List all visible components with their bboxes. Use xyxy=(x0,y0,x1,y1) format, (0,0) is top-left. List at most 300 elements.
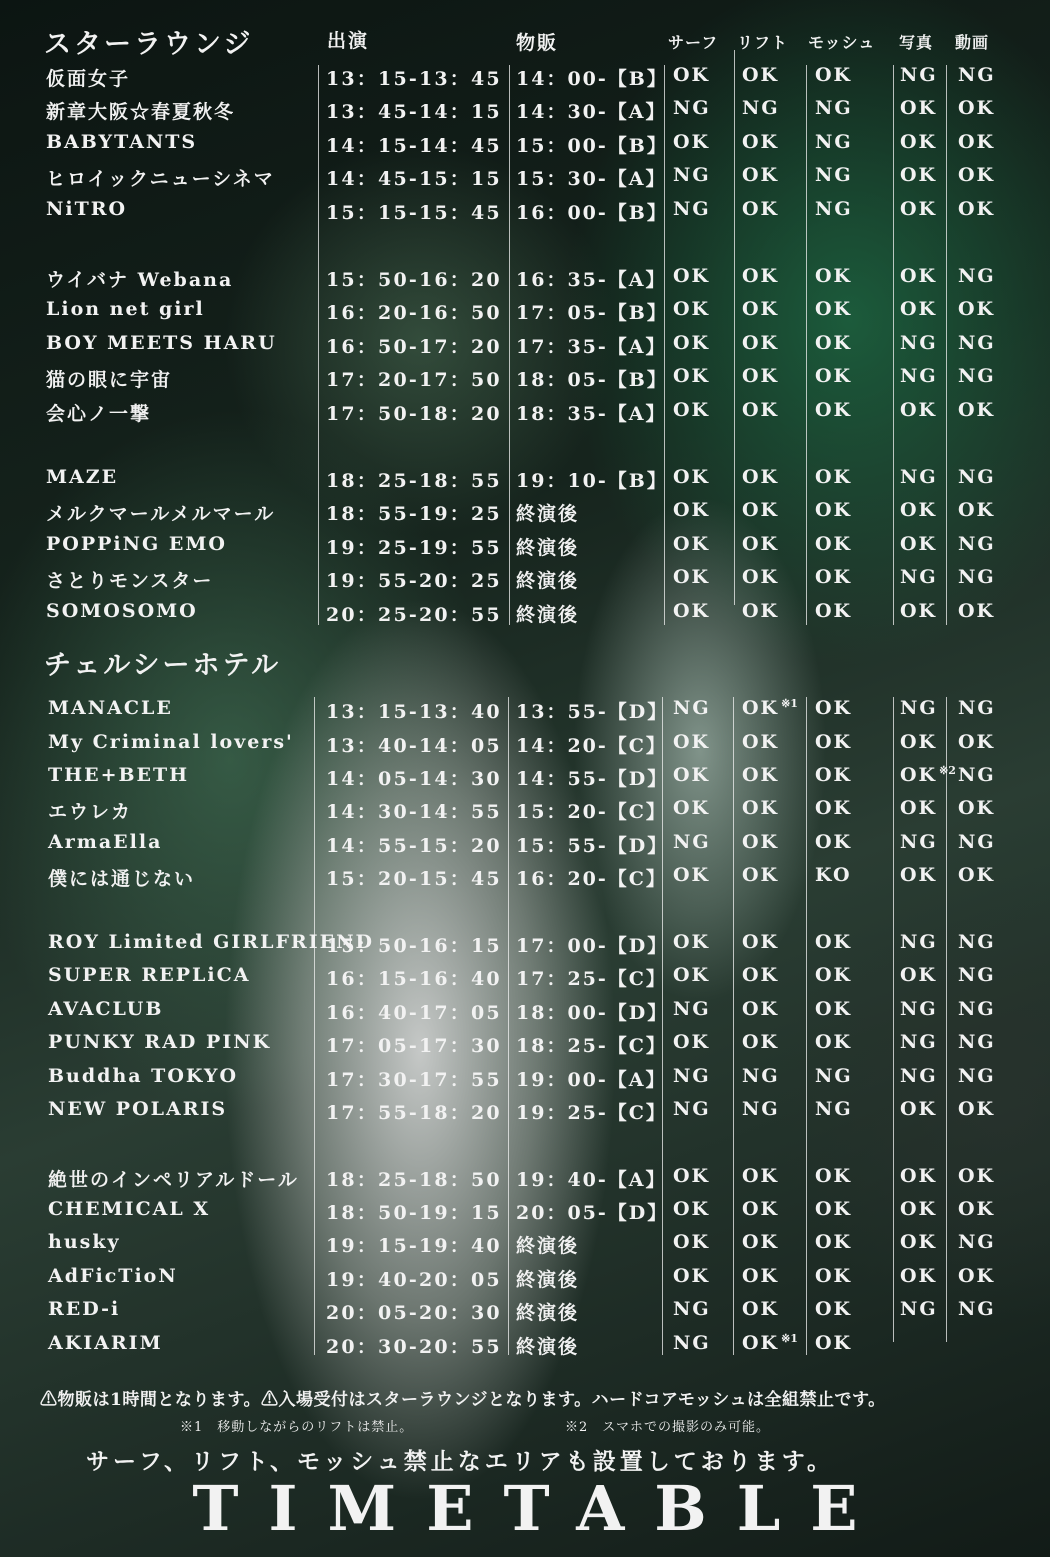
video-status: NG xyxy=(958,1031,996,1053)
video-status: NG xyxy=(958,365,996,387)
photo-status: OK xyxy=(900,198,938,220)
mosh-status: OK xyxy=(815,797,853,819)
surf-status: NG xyxy=(673,97,711,119)
artist-name: POPPiNG EMO xyxy=(46,533,227,555)
photo-status: OK xyxy=(900,1231,938,1253)
timetable-title: TIMETABLE xyxy=(192,1472,888,1545)
photo-status: OK xyxy=(900,533,938,555)
table-row xyxy=(0,198,1050,228)
mosh-status: OK xyxy=(815,1231,853,1253)
video-status: OK xyxy=(958,1198,996,1220)
lift-status: OK xyxy=(742,265,780,287)
table-row xyxy=(0,566,1050,596)
performance-time: 16：50-17：20 xyxy=(326,336,502,358)
surf-status: NG xyxy=(673,198,711,220)
photo-status: NG xyxy=(900,831,938,853)
lift-status: OK xyxy=(742,164,780,186)
video-status: NG xyxy=(958,265,996,287)
performance-time: 19：40-20：05 xyxy=(326,1269,502,1291)
mosh-status: OK xyxy=(815,1031,853,1053)
photo-status: NG xyxy=(900,566,938,588)
mosh-status: OK xyxy=(815,764,853,786)
lift-status: OK xyxy=(742,1198,780,1220)
footnote-2: ※2 スマホでの撮影のみ可能。 xyxy=(565,1420,771,1435)
mosh-status: OK xyxy=(815,365,853,387)
merch-time: 終演後 xyxy=(516,604,580,626)
artist-name: RED-i xyxy=(48,1298,121,1320)
table-row xyxy=(0,64,1050,94)
photo-status: NG xyxy=(900,1298,938,1320)
table-row xyxy=(0,399,1050,429)
performance-time: 17：20-17：50 xyxy=(326,369,502,391)
video-status: NG xyxy=(958,931,996,953)
surf-status: OK xyxy=(673,64,711,86)
surf-status: NG xyxy=(673,697,711,719)
photo-status: OK xyxy=(900,797,938,819)
video-status: NG xyxy=(958,1065,996,1087)
performance-time: 14：45-15：15 xyxy=(326,168,502,190)
surf-status: NG xyxy=(673,998,711,1020)
video-status: OK xyxy=(958,499,996,521)
lift-status: OK xyxy=(742,1298,780,1320)
mosh-status: OK xyxy=(815,931,853,953)
surf-status: NG xyxy=(673,1065,711,1087)
artist-name: AVACLUB xyxy=(48,998,164,1020)
mosh-status: OK xyxy=(815,1198,853,1220)
mosh-status: OK xyxy=(815,1265,853,1287)
surf-status: OK xyxy=(673,1198,711,1220)
surf-status: NG xyxy=(673,1298,711,1320)
table-row xyxy=(0,265,1050,295)
lift-status: OK xyxy=(742,864,780,886)
footnote-1: ※1 移動しながらのリフトは禁止。 xyxy=(180,1420,414,1435)
mosh-status: OK xyxy=(815,1332,853,1354)
table-row xyxy=(0,1098,1050,1128)
photo-status: NG xyxy=(900,697,938,719)
video-status: OK xyxy=(958,131,996,153)
table-row xyxy=(0,1332,1050,1362)
video-status: NG xyxy=(958,998,996,1020)
artist-name: My Criminal lovers' xyxy=(48,731,294,753)
video-status: NG xyxy=(958,466,996,488)
photo-status: NG xyxy=(900,931,938,953)
lift-status: OK xyxy=(742,533,780,555)
performance-time: 20：05-20：30 xyxy=(326,1302,502,1324)
photo-status: OK xyxy=(900,964,938,986)
video-status: OK xyxy=(958,797,996,819)
lift-status: OK xyxy=(742,1265,780,1287)
lift-status: NG xyxy=(742,1065,780,1087)
lift-status: OK xyxy=(742,64,780,86)
merch-time: 18：25-【C】 xyxy=(516,1035,667,1057)
lift-status: OK xyxy=(742,131,780,153)
merch-time: 終演後 xyxy=(516,1302,580,1324)
table-row xyxy=(0,164,1050,194)
video-status: NG xyxy=(958,1298,996,1320)
mosh-status: OK xyxy=(815,831,853,853)
column-header-mosh: モッシュ xyxy=(808,33,876,52)
surf-status: OK xyxy=(673,499,711,521)
mosh-status: OK xyxy=(815,964,853,986)
performance-time: 18：25-18：50 xyxy=(326,1169,502,1191)
performance-time: 13：40-14：05 xyxy=(326,735,502,757)
artist-name: エウレカ xyxy=(48,801,133,823)
merch-time: 18：00-【D】 xyxy=(516,1002,669,1024)
performance-time: 14：30-14：55 xyxy=(326,801,502,823)
photo-status: OK $^{※2}$ xyxy=(900,764,956,786)
merch-time: 19：40-【A】 xyxy=(516,1169,667,1191)
photo-status: OK xyxy=(900,600,938,622)
artist-name: AdFicTioN xyxy=(48,1265,178,1287)
mosh-status: NG xyxy=(815,131,853,153)
merch-time: 16：35-【A】 xyxy=(516,269,667,291)
lift-status: OK xyxy=(742,797,780,819)
artist-name: MANACLE xyxy=(48,697,173,719)
lift-footnote-mark: ※1 xyxy=(781,1332,798,1345)
lift-status: OK xyxy=(742,1031,780,1053)
merch-time: 14：30-【A】 xyxy=(516,101,667,123)
surf-status: OK xyxy=(673,399,711,421)
performance-time: 17：55-18：20 xyxy=(326,1102,502,1124)
table-row xyxy=(0,332,1050,362)
stage-title-chelsea-hotel: チェルシーホテル xyxy=(44,650,282,681)
photo-status: OK xyxy=(900,1098,938,1120)
surf-status: OK xyxy=(673,600,711,622)
performance-time: 16：40-17：05 xyxy=(326,1002,502,1024)
artist-name: メルクマールメルマール xyxy=(46,503,276,525)
performance-time: 17：05-17：30 xyxy=(326,1035,502,1057)
video-status: OK xyxy=(958,1265,996,1287)
performance-time: 16：20-16：50 xyxy=(326,302,502,324)
surf-status: NG xyxy=(673,1332,711,1354)
artist-name: ArmaElla xyxy=(48,831,163,853)
video-status: OK xyxy=(958,864,996,886)
table-row xyxy=(0,600,1050,630)
artist-name: さとりモンスター xyxy=(46,570,214,592)
merch-time: 14：20-【C】 xyxy=(516,735,667,757)
column-header-lift: リフト xyxy=(737,33,789,52)
performance-time: 17：50-18：20 xyxy=(326,403,502,425)
photo-status: OK xyxy=(900,499,938,521)
merch-time: 終演後 xyxy=(516,1336,580,1358)
merch-time: 19：00-【A】 xyxy=(516,1069,667,1091)
mosh-status: OK xyxy=(815,298,853,320)
photo-status xyxy=(900,1332,902,1354)
notice-text: ⚠物販は1時間となります。⚠入場受付はスターラウンジとなります。ハードコアモッシュは全組禁止です。 xyxy=(40,1390,886,1410)
lift-status: OK xyxy=(742,1231,780,1253)
lift-status: OK xyxy=(742,731,780,753)
surf-status: OK xyxy=(673,864,711,886)
table-row xyxy=(0,466,1050,496)
performance-time: 20：30-20：55 xyxy=(326,1336,502,1358)
artist-name: NEW POLARIS xyxy=(48,1098,228,1120)
column-header-surf: サーフ xyxy=(668,33,719,52)
surf-status: OK xyxy=(673,466,711,488)
lift-status: OK xyxy=(742,198,780,220)
column-header-performance: 出演 xyxy=(327,30,370,52)
surf-status: OK xyxy=(673,265,711,287)
performance-time: 13：15-13：40 xyxy=(326,701,502,723)
table-row xyxy=(0,831,1050,861)
performance-time: 16：15-16：40 xyxy=(326,968,502,990)
merch-time: 20：05-【D】 xyxy=(516,1202,669,1224)
table-row xyxy=(0,697,1050,727)
table-row xyxy=(0,764,1050,794)
photo-status: OK xyxy=(900,97,938,119)
merch-time: 17：05-【B】 xyxy=(516,302,668,324)
lift-status: OK xyxy=(742,600,780,622)
performance-time: 14：05-14：30 xyxy=(326,768,502,790)
photo-status: OK xyxy=(900,731,938,753)
surf-status: NG xyxy=(673,1098,711,1120)
mosh-status: OK xyxy=(815,600,853,622)
surf-status: NG xyxy=(673,164,711,186)
table-row xyxy=(0,131,1050,161)
merch-time: 14：00-【B】 xyxy=(516,68,668,90)
mosh-status: OK xyxy=(815,265,853,287)
performance-time: 19：55-20：25 xyxy=(326,570,502,592)
artist-name: CHEMICAL X xyxy=(48,1198,211,1220)
photo-status: NG xyxy=(900,64,938,86)
artist-name: MAZE xyxy=(46,466,119,488)
table-row xyxy=(0,1265,1050,1295)
photo-status: OK xyxy=(900,131,938,153)
merch-time: 15：55-【D】 xyxy=(516,835,669,857)
video-status: OK xyxy=(958,731,996,753)
lift-status: OK xyxy=(742,764,780,786)
merch-time: 15：20-【C】 xyxy=(516,801,667,823)
artist-name: AKIARIM xyxy=(48,1332,163,1354)
table-row xyxy=(0,365,1050,395)
lift-status: NG xyxy=(742,1098,780,1120)
surf-status: OK xyxy=(673,1031,711,1053)
video-status: NG xyxy=(958,697,996,719)
video-status: NG xyxy=(958,332,996,354)
performance-time: 19：15-19：40 xyxy=(326,1235,502,1257)
artist-name: 会心ノ一撃 xyxy=(46,403,152,425)
merch-time: 終演後 xyxy=(516,1269,580,1291)
artist-name: ウイバナ Webana xyxy=(46,269,234,291)
merch-time: 16：20-【C】 xyxy=(516,868,667,890)
artist-name: 新章大阪☆春夏秋冬 xyxy=(46,101,236,123)
surf-status: OK xyxy=(673,764,711,786)
mosh-status: OK xyxy=(815,998,853,1020)
performance-time: 20：25-20：55 xyxy=(326,604,502,626)
merch-time: 18：35-【A】 xyxy=(516,403,667,425)
table-row xyxy=(0,533,1050,563)
table-row xyxy=(0,1065,1050,1095)
lift-status: NG xyxy=(742,97,780,119)
artist-name: Buddha TOKYO xyxy=(48,1065,238,1087)
photo-status: NG xyxy=(900,1031,938,1053)
video-status: OK xyxy=(958,1165,996,1187)
surf-status: OK xyxy=(673,533,711,555)
stage-title-star-lounge: スターラウンジ xyxy=(44,29,254,60)
performance-time: 14：55-15：20 xyxy=(326,835,502,857)
lift-status: OK xyxy=(742,831,780,853)
merch-time: 19：10-【B】 xyxy=(516,470,668,492)
table-row xyxy=(0,1165,1050,1195)
lift-status: OK $^{※1}$ xyxy=(742,1332,798,1354)
artist-name: husky xyxy=(48,1231,121,1253)
artist-name: BOY MEETS HARU xyxy=(46,332,277,354)
photo-status: OK xyxy=(900,1198,938,1220)
photo-status: OK xyxy=(900,298,938,320)
surf-status: OK xyxy=(673,1231,711,1253)
merch-time: 19：25-【C】 xyxy=(516,1102,667,1124)
photo-status: NG xyxy=(900,365,938,387)
artist-name: THE+BETH xyxy=(48,764,190,786)
merch-time: 終演後 xyxy=(516,537,580,559)
photo-status: OK xyxy=(900,164,938,186)
artist-name: ROY Limited GIRLFRIEND xyxy=(48,931,374,953)
surf-status: OK xyxy=(673,931,711,953)
merch-time: 17：25-【C】 xyxy=(516,968,667,990)
artist-name: 絶世のインペリアルドール xyxy=(48,1169,299,1191)
lift-status: OK xyxy=(742,1165,780,1187)
merch-time: 終演後 xyxy=(516,503,580,525)
performance-time: 15：50-16：20 xyxy=(326,269,502,291)
video-status: OK xyxy=(958,97,996,119)
mosh-status: OK xyxy=(815,731,853,753)
table-row xyxy=(0,1031,1050,1061)
lift-status: OK xyxy=(742,566,780,588)
video-status: OK xyxy=(958,164,996,186)
lift-status: OK xyxy=(742,931,780,953)
photo-status: NG xyxy=(900,998,938,1020)
lift-footnote-mark: ※1 xyxy=(781,697,798,710)
table-row xyxy=(0,998,1050,1028)
photo-status: NG xyxy=(900,466,938,488)
surf-status: OK xyxy=(673,566,711,588)
column-header-photo: 写真 xyxy=(899,33,934,52)
lift-status: OK xyxy=(742,466,780,488)
photo-status: OK xyxy=(900,1265,938,1287)
surf-status: OK xyxy=(673,964,711,986)
table-row xyxy=(0,964,1050,994)
performance-time: 15：20-15：45 xyxy=(326,868,502,890)
lift-status: OK $^{※1}$ xyxy=(742,697,798,719)
performance-time: 13：15-13：45 xyxy=(326,68,502,90)
surf-status: OK xyxy=(673,797,711,819)
surf-status: OK xyxy=(673,731,711,753)
mosh-status: NG xyxy=(815,198,853,220)
merch-time: 終演後 xyxy=(516,570,580,592)
table-row xyxy=(0,1298,1050,1328)
table-row xyxy=(0,499,1050,529)
lift-status: OK xyxy=(742,964,780,986)
mosh-status: NG xyxy=(815,1098,853,1120)
performance-time: 18：50-19：15 xyxy=(326,1202,502,1224)
lift-status: OK xyxy=(742,365,780,387)
photo-status: NG xyxy=(900,332,938,354)
area-notice: サーフ、リフト、モッシュ禁止なエリアも設置しております。 xyxy=(86,1448,834,1475)
surf-status: NG xyxy=(673,831,711,853)
mosh-status: OK xyxy=(815,332,853,354)
artist-name: NiTRO xyxy=(46,198,128,220)
surf-status: OK xyxy=(673,1265,711,1287)
mosh-status: NG xyxy=(815,97,853,119)
merch-time: 15：30-【A】 xyxy=(516,168,667,190)
surf-status: OK xyxy=(673,131,711,153)
artist-name: SOMOSOMO xyxy=(46,600,198,622)
table-row xyxy=(0,864,1050,894)
artist-name: 猫の眼に宇宙 xyxy=(46,369,173,391)
video-status: NG xyxy=(958,64,996,86)
table-row xyxy=(0,797,1050,827)
mosh-status: OK xyxy=(815,64,853,86)
surf-status: OK xyxy=(673,298,711,320)
surf-status: OK xyxy=(673,1165,711,1187)
mosh-status: OK xyxy=(815,499,853,521)
lift-status: OK xyxy=(742,998,780,1020)
mosh-status: NG xyxy=(815,164,853,186)
lift-status: OK xyxy=(742,399,780,421)
video-status: OK xyxy=(958,1098,996,1120)
performance-time: 19：25-19：55 xyxy=(326,537,502,559)
mosh-status: OK xyxy=(815,566,853,588)
merch-time: 15：00-【B】 xyxy=(516,135,668,157)
artist-name: PUNKY RAD PINK xyxy=(48,1031,272,1053)
performance-time: 13：45-14：15 xyxy=(326,101,502,123)
photo-status: OK xyxy=(900,265,938,287)
video-status: NG xyxy=(958,533,996,555)
photo-status: OK xyxy=(900,864,938,886)
video-status: NG xyxy=(958,566,996,588)
photo-footnote-mark: ※2 xyxy=(939,764,956,777)
merch-time: 終演後 xyxy=(516,1235,580,1257)
artist-name: 僕には通じない xyxy=(48,868,196,890)
lift-status: OK xyxy=(742,499,780,521)
performance-time: 15：50-16：15 xyxy=(326,935,502,957)
video-status: NG xyxy=(958,1231,996,1253)
table-row xyxy=(0,731,1050,761)
performance-time: 18：25-18：55 xyxy=(326,470,502,492)
surf-status: OK xyxy=(673,365,711,387)
table-row xyxy=(0,298,1050,328)
table-row xyxy=(0,97,1050,127)
video-status: NG xyxy=(958,964,996,986)
merch-time: 14：55-【D】 xyxy=(516,768,669,790)
video-status: OK xyxy=(958,600,996,622)
performance-time: 15：15-15：45 xyxy=(326,202,502,224)
performance-time: 18：55-19：25 xyxy=(326,503,502,525)
mosh-status: OK xyxy=(815,533,853,555)
photo-status: NG xyxy=(900,1065,938,1087)
performance-time: 14：15-14：45 xyxy=(326,135,502,157)
merch-time: 17：35-【A】 xyxy=(516,336,667,358)
column-header-merch: 物販 xyxy=(516,32,559,54)
table-row xyxy=(0,931,1050,961)
mosh-status: OK xyxy=(815,1298,853,1320)
lift-status: OK xyxy=(742,298,780,320)
mosh-status: NG xyxy=(815,1065,853,1087)
mosh-status: OK xyxy=(815,399,853,421)
artist-name: BABYTANTS xyxy=(46,131,198,153)
table-row xyxy=(0,1231,1050,1261)
merch-time: 13：55-【D】 xyxy=(516,701,669,723)
surf-status: OK xyxy=(673,332,711,354)
mosh-status: KO xyxy=(815,864,852,886)
video-status: NG xyxy=(958,764,996,786)
video-status: OK xyxy=(958,399,996,421)
artist-name: SUPER REPLiCA xyxy=(48,964,251,986)
table-row xyxy=(0,1198,1050,1228)
performance-time: 17：30-17：55 xyxy=(326,1069,502,1091)
artist-name: 仮面女子 xyxy=(46,68,131,90)
video-status: NG xyxy=(958,831,996,853)
video-status: OK xyxy=(958,198,996,220)
